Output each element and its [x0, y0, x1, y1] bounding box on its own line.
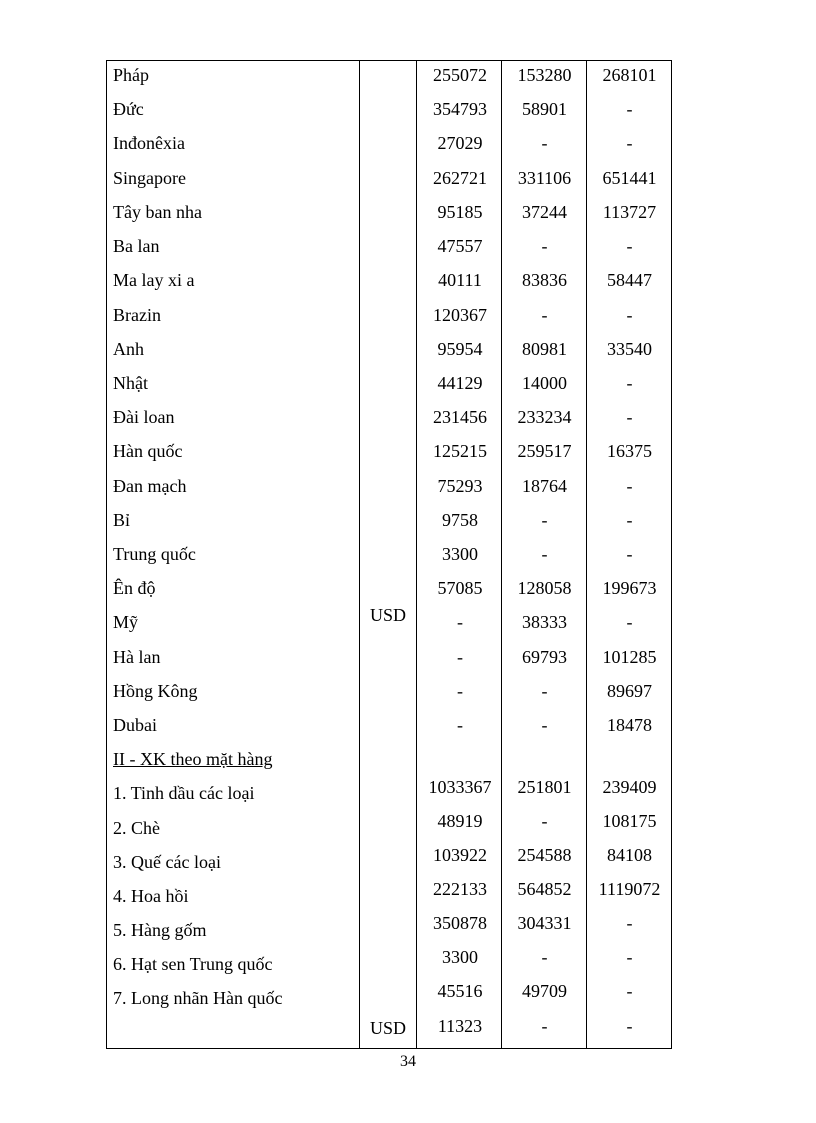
value-cell: 259517 [517, 441, 572, 461]
value-cell: 18764 [522, 476, 567, 496]
value-cell: 69793 [522, 647, 567, 667]
row-name: Inđonêxia [113, 133, 185, 153]
value-cell: - [457, 715, 463, 735]
value-cell: - [626, 407, 633, 427]
row-name: Brazin [113, 305, 161, 325]
value-cell: 95954 [437, 339, 483, 359]
value-cell: 128058 [517, 578, 572, 598]
row-name: Trung quốc [113, 544, 196, 564]
value-cell: 75293 [437, 476, 483, 496]
row-name: Pháp [113, 65, 149, 85]
section-heading: II - XK theo mặt hàng [113, 749, 273, 769]
unit-label: USD [369, 1018, 406, 1038]
value-cell: - [626, 1016, 633, 1036]
value-cell: 1119072 [598, 879, 661, 899]
unit-label: USD [369, 605, 406, 625]
value-cell: 47557 [437, 236, 483, 256]
value-cell: - [626, 476, 633, 496]
value-cell: 254588 [517, 845, 572, 865]
value-cell: 18478 [607, 715, 652, 735]
value-cell: 233234 [517, 407, 572, 427]
row-name: Hàn quốc [113, 441, 183, 461]
row-name: Hà lan [113, 647, 161, 667]
row-name: Đan mạch [113, 476, 187, 496]
value-cell: 239409 [602, 777, 657, 797]
value-cell: - [541, 236, 548, 256]
value-cell: 1033367 [428, 777, 492, 797]
value-cell: - [541, 811, 548, 831]
value-cell: - [626, 947, 633, 967]
value-cell: - [541, 715, 548, 735]
row-name: 2. Chè [113, 818, 160, 838]
value-cell: 199673 [602, 578, 657, 598]
value-cell: 108175 [602, 811, 657, 831]
row-name: 1. Tinh dầu các loại [113, 783, 255, 803]
value-cell: 222133 [433, 879, 487, 899]
value-cell: - [541, 305, 548, 325]
value-cell: - [626, 133, 633, 153]
value-cell: 57085 [437, 578, 483, 598]
value-cell: - [626, 510, 633, 530]
value-cell: 3300 [442, 544, 478, 564]
value-cell: - [541, 681, 548, 701]
value-cell: - [541, 1016, 548, 1036]
value-cell: 153280 [517, 65, 572, 85]
data-table [106, 60, 672, 1049]
row-name: 4. Hoa hồi [113, 886, 189, 906]
value-cell: - [626, 612, 633, 632]
value-cell: - [541, 544, 548, 564]
value-cell: 44129 [437, 373, 483, 393]
value-cell: - [626, 99, 633, 119]
value-cell: 80981 [522, 339, 567, 359]
value-cell: 231456 [433, 407, 487, 427]
value-cell: 40111 [438, 270, 482, 290]
value-cell: 268101 [602, 65, 657, 85]
row-name: Tây ban nha [113, 202, 202, 222]
row-name: Hồng Kông [113, 681, 198, 701]
row-name: Đài loan [113, 407, 175, 427]
value-cell: 101285 [602, 647, 657, 667]
value-cell: 37244 [522, 202, 567, 222]
value-cell: 58901 [522, 99, 567, 119]
value-cell: - [626, 981, 633, 1001]
row-name: Singapore [113, 168, 186, 188]
value-cell: - [541, 510, 548, 530]
value-cell: 89697 [607, 681, 652, 701]
value-cell: 251801 [517, 777, 572, 797]
value-cell: 262721 [433, 168, 487, 188]
row-name: Nhật [113, 373, 148, 393]
value-cell: 38333 [522, 612, 567, 632]
value-cell: 3300 [442, 947, 478, 967]
value-cell: 84108 [607, 845, 652, 865]
row-name: Ma lay xi a [113, 270, 195, 290]
row-name: Anh [113, 339, 144, 359]
row-name: 7. Long nhãn Hàn quốc [113, 988, 283, 1008]
value-cell: 49709 [522, 981, 567, 1001]
row-name: Dubai [113, 715, 157, 735]
value-cell: 16375 [607, 441, 652, 461]
page-number: 34 [400, 1053, 416, 1070]
value-cell: 48919 [437, 811, 483, 831]
value-cell: - [457, 647, 463, 667]
value-cell: - [541, 133, 548, 153]
row-name: 3. Quế các loại [113, 852, 221, 872]
row-name: Ên độ [113, 578, 156, 598]
value-cell: 58447 [607, 270, 652, 290]
value-cell: 9758 [442, 510, 478, 530]
row-name: Bỉ [113, 510, 131, 530]
value-cell: - [626, 373, 633, 393]
value-cell: 304331 [517, 913, 572, 933]
row-name: 5. Hàng gốm [113, 920, 207, 940]
value-cell: 651441 [602, 168, 657, 188]
value-cell: 45516 [437, 981, 483, 1001]
value-cell: 350878 [433, 913, 487, 933]
value-cell: 113727 [602, 202, 657, 222]
value-cell: 95185 [437, 202, 483, 222]
value-cell: - [626, 913, 633, 933]
value-cell: - [626, 544, 633, 564]
value-cell: - [457, 681, 463, 701]
value-cell: 103922 [433, 845, 487, 865]
value-cell: 27029 [437, 133, 483, 153]
value-cell: 331106 [517, 168, 572, 188]
value-cell: 83836 [522, 270, 567, 290]
value-cell: 33540 [607, 339, 652, 359]
value-cell: 14000 [522, 373, 567, 393]
value-cell: - [626, 305, 633, 325]
value-cell: - [541, 947, 548, 967]
value-cell: 125215 [433, 441, 487, 461]
row-name: Đức [113, 99, 144, 119]
row-name: Ba lan [113, 236, 160, 256]
value-cell: 11323 [437, 1016, 483, 1036]
row-name: Mỹ [113, 612, 139, 632]
value-cell: 120367 [433, 305, 487, 325]
value-cell: 564852 [517, 879, 572, 899]
column-divider [359, 61, 360, 1048]
value-cell: 354793 [433, 99, 487, 119]
value-cell: - [626, 236, 633, 256]
value-cell: 255072 [433, 65, 487, 85]
value-cell: - [457, 612, 463, 632]
row-name: 6. Hạt sen Trung quốc [113, 954, 273, 974]
